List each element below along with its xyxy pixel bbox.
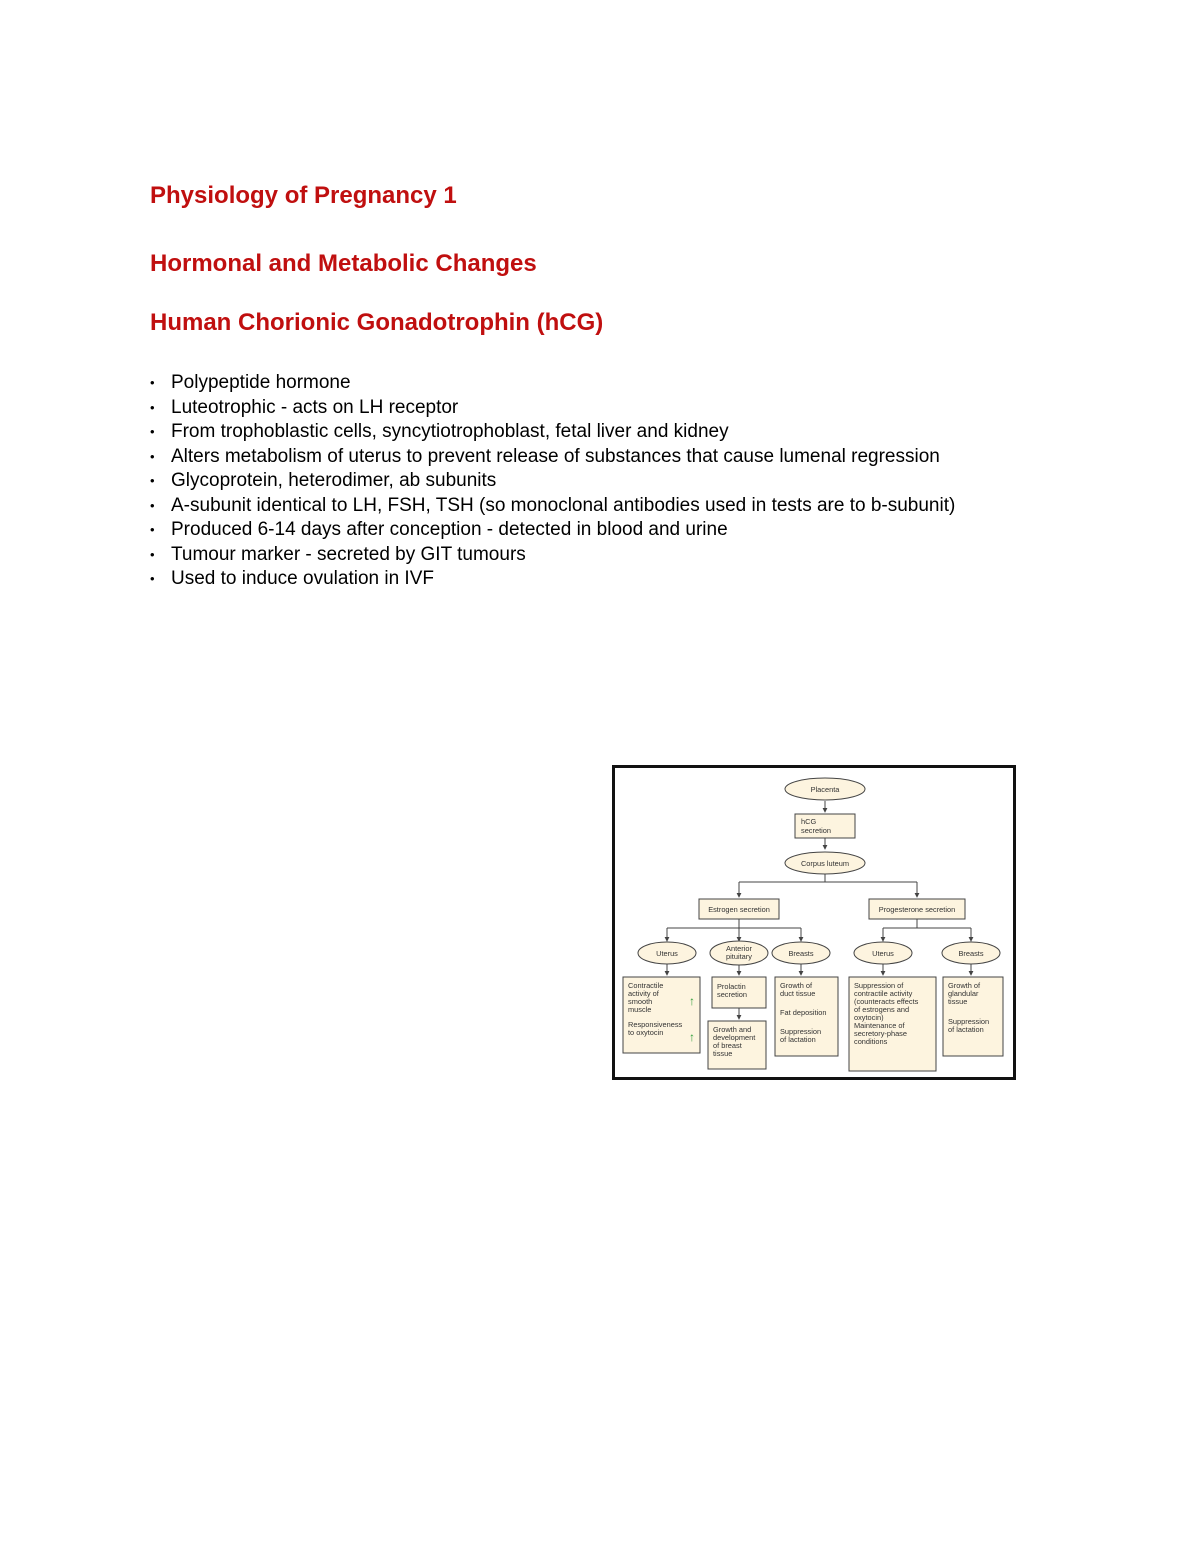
effect-text: Prolactin xyxy=(717,982,746,991)
effect-text: muscle xyxy=(628,1005,652,1014)
increase-arrow-icon: ↑ xyxy=(689,1030,695,1044)
progesterone-label: Progesterone secretion xyxy=(878,905,956,914)
bullet-icon: • xyxy=(150,473,155,488)
effect-text: smooth xyxy=(628,997,653,1006)
subsection-heading: Human Chorionic Gonadotrophin (hCG) xyxy=(150,309,604,336)
effect-text: contractile activity xyxy=(854,989,913,998)
list-item: • Used to induce ovulation in IVF xyxy=(150,567,955,592)
list-item: • A-subunit identical to LH, FSH, TSH (so monoclonal antibodies used in tests are to b-subunit) xyxy=(150,494,955,519)
list-item: • From trophoblastic cells, syncytiotrophoblast, fetal liver and kidney xyxy=(150,420,955,445)
uterus-label: Uterus xyxy=(872,949,894,958)
effect-text: Growth of xyxy=(948,981,981,990)
bullet-icon: • xyxy=(150,546,155,562)
effect-text: of lactation xyxy=(780,1035,816,1044)
list-item: • Alters metabolism of uterus to prevent release of substances that cause lumenal regression xyxy=(150,445,955,470)
effect-text: Responsiveness xyxy=(628,1020,683,1029)
effect-text: Suppression xyxy=(780,1027,822,1036)
list-item: • Polypeptide hormone xyxy=(150,371,955,396)
list-item: • Produced 6-14 days after conception - detected in blood and urine xyxy=(150,518,955,543)
section-heading: Hormonal and Metabolic Changes xyxy=(150,250,537,277)
effect-text: Suppression of xyxy=(854,981,904,990)
bullet-list xyxy=(150,371,955,592)
bullet-icon: • xyxy=(150,448,155,464)
hcg-flow-diagram xyxy=(612,765,1016,1080)
increase-arrow-icon: ↑ xyxy=(689,994,695,1008)
effect-text: oxytocin) xyxy=(854,1013,884,1022)
effect-text: conditions xyxy=(854,1037,888,1046)
effect-text: tissue xyxy=(713,1049,733,1058)
placenta-label: Placenta xyxy=(810,785,840,794)
effect-text: development xyxy=(713,1033,756,1042)
anterior-pituitary-label-2: pituitary xyxy=(726,952,752,961)
bullet-icon: • xyxy=(150,571,155,586)
effect-text: secretion xyxy=(717,990,747,999)
breasts-label: Breasts xyxy=(958,949,984,958)
effect-text: Fat deposition xyxy=(780,1008,827,1017)
effect-text: Contractile xyxy=(628,981,664,990)
list-item: • Tumour marker - secreted by GIT tumours xyxy=(150,543,955,568)
effect-text: (counteracts effects xyxy=(854,997,919,1006)
effect-text: of estrogens and xyxy=(854,1005,910,1014)
effect-text: activity of xyxy=(628,989,659,998)
effect-text: Maintenance of xyxy=(854,1021,905,1030)
list-item: • Luteotrophic - acts on LH receptor xyxy=(150,396,955,421)
bullet-icon: • xyxy=(150,375,155,390)
effect-text: Suppression xyxy=(948,1017,990,1026)
page-title: Physiology of Pregnancy 1 xyxy=(150,182,457,209)
effect-text: Growth of xyxy=(780,981,813,990)
bullet-icon: • xyxy=(150,497,155,513)
bullet-icon: • xyxy=(150,399,155,415)
effect-text: of breast xyxy=(713,1041,742,1050)
bullet-icon: • xyxy=(150,424,155,439)
anterior-pituitary-label: Anterior xyxy=(726,944,752,953)
bullet-icon: • xyxy=(150,522,155,537)
list-item: • Glycoprotein, heterodimer, ab subunits xyxy=(150,469,955,494)
effect-text: of lactation xyxy=(948,1025,984,1034)
uterus-label: Uterus xyxy=(656,949,678,958)
effect-text: tissue xyxy=(948,997,968,1006)
effect-text: glandular xyxy=(948,989,979,998)
effect-text: duct tissue xyxy=(780,989,816,998)
hcg-label: hCG xyxy=(801,817,817,826)
effect-text: to oxytocin xyxy=(628,1028,664,1037)
hcg-label-2: secretion xyxy=(801,826,831,835)
effect-text: secretory-phase xyxy=(854,1029,907,1038)
estrogen-label: Estrogen secretion xyxy=(708,905,770,914)
breasts-label: Breasts xyxy=(788,949,814,958)
corpus-luteum-label: Corpus luteum xyxy=(800,859,850,868)
effect-text: Growth and xyxy=(713,1025,752,1034)
